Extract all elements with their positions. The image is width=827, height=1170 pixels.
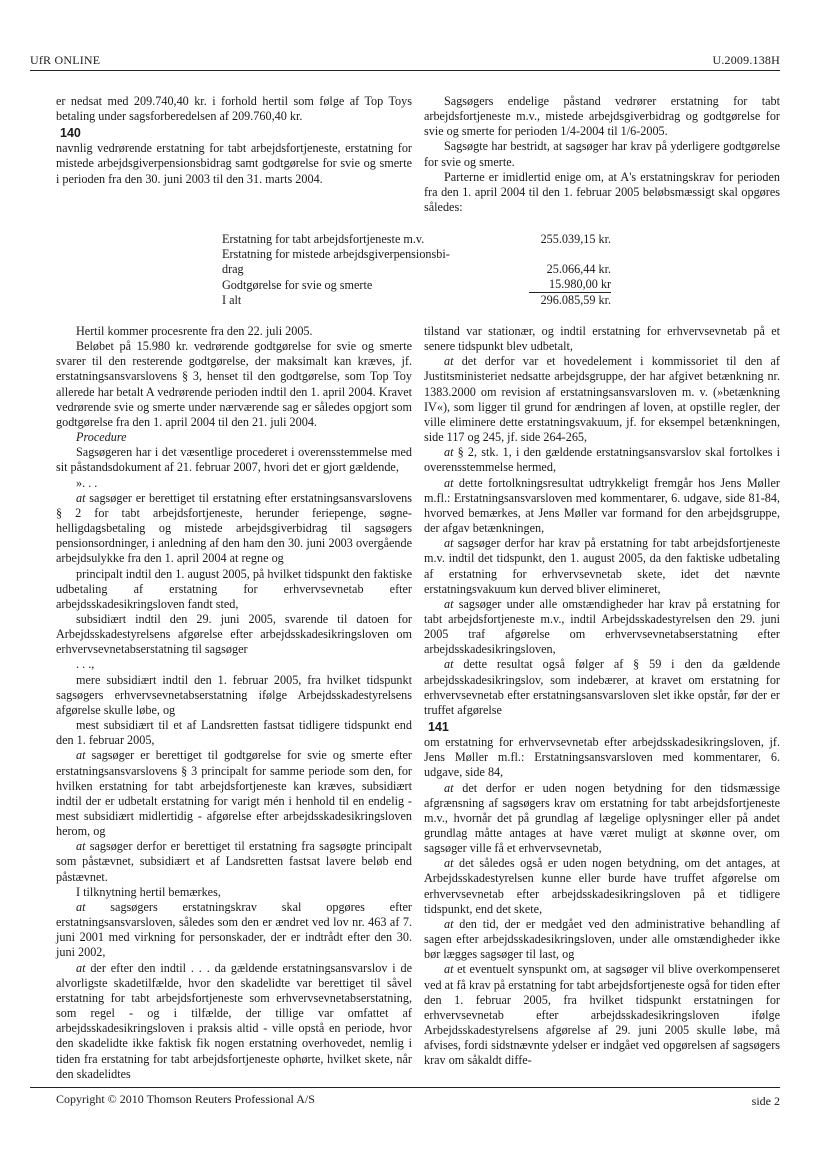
table-row: [222, 247, 614, 277]
paragraph-text: et eventuelt synspunkt om, at sagsøger vil blive overkompenseret ved at få krav på erstatning for tabt arbejdsfortjeneste også for tiden efter den 1. februar 2005, fra hvilket tidspunkt erstatningen for erhvervsevnetab efter arbejdsskadesikringsloven ifølge Arbejdsskadestyrelsens afgørelse af 29. juni 2005 skulle løbe, må afvises, fordi sidstnævnte ydelser er indgået ved opgørelsen af sagsøgers krav om såkaldt diffe-: [424, 962, 780, 1068]
paragraph: [424, 536, 780, 597]
paragraph: tilstand var stationær, og indtil erstatning for erhvervsevnetab på et senere tidspunkt blev udbetalt,: [424, 324, 780, 354]
at-word: at: [444, 856, 454, 871]
table-label-line: Erstatning for mistede arbejdsgiverpensionsbi-: [222, 247, 450, 262]
table-label-line: drag: [222, 262, 244, 277]
paragraph-text: sagsøger derfor har krav på erstatning for tabt arbejdsfortjeneste m.v. indtil det tidspunkt, den 1. august 2005, da den faktiske udbetaling af erstatning for erhvervsevnetab skete, idet det nævnte erstatningsvakuum kun derved bliver elimineret,: [424, 536, 780, 596]
paragraph: [424, 445, 780, 475]
paragraph: Sagsøgte har bestridt, at sagsøger har krav på yderligere godtgørelse for svie og smerte.: [424, 139, 780, 169]
table-amount: 296.085,59 kr.: [540, 292, 611, 307]
paragraph-text: der efter den indtil . . . da gældende erstatningsansvarslov i de alvorligste skadetilfælde, hvor den skadelidte var berettiget til såvel erstatning for tabt arbejdsfortjeneste som erhvervsevnetabserstatning, som regel - og i tilfælde, der tillige var omfattet af arbejdsskadesikringsloven i praksis altid - ville opstå en periode, hvor den skadelidte ikke faktisk fik nogen erstatning overhovedet, nemlig i tiden fra erstatning for tabt arbejdsfortjeneste ophørte, hvilket skete, når den skadelidtes: [56, 960, 412, 1081]
at-word: at: [444, 354, 454, 369]
section-heading: Procedure: [76, 430, 127, 445]
at-word: at: [444, 475, 454, 490]
paragraph: Sagsøgeren har i det væsentlige procederet i overensstemmelse med sit påstandsdokument af 21. februar 2007, hvori det er gjort gældende,: [56, 445, 412, 475]
paragraph: I tilknytning hertil bemærkes,: [76, 884, 221, 899]
paragraph: [56, 961, 412, 1082]
paragraph: mere subsidiært indtil den 1. februar 2005, fra hvilket tidspunkt sagsøgers erhvervsevnetabserstatning ifølge Arbejdsskadestyrelsens afgørelse skulle løbe, og: [56, 672, 412, 717]
page-number-marker: 141: [428, 720, 449, 735]
paragraph: Parterne er imidlertid enige om, at A's erstatningskrav for perioden fra den 1. april 2004 til den 1. februar 2005 beløbsmæssigt skal opgøres således:: [424, 169, 780, 215]
table-amount: 15.980,00 kr: [529, 277, 611, 293]
paragraph-text: sagsøger under alle omstændigheder har krav på erstatning for tabt arbejdsfortjeneste m.v., indtil Arbejdsskadestyrelsen den 29. juni 2005 traf afgørelse om erhvervsevnetabserstatning efter arbejdsskadesikringsloven,: [424, 596, 780, 657]
at-word: at: [444, 445, 454, 460]
paragraph-text: den tid, der er medgået ved den administrative behandling af sagen efter arbejdsskadesikringsloven, under alle omstændigheder ikke bør lægges sagsøger til last, og: [424, 916, 780, 962]
paragraph-text: dette fortolkningsresultat udtrykkeligt fremgår hos Jens Møller m.fl.: Erstatningsansvarsloven med kommentarer, 6. udgave, side 81-84, hvorved bemærkes, at Jens Møller var formand for den arbejdsgruppe, der afgav betænkningen,: [424, 475, 780, 536]
header-reference: U.2009.138H: [712, 53, 780, 67]
paragraph-text: sagsøgers erstatningskrav skal opgøres efter erstatningsansvarsloven, således som den er ændret ved lov nr. 463 af 7. juni 2001 med virkning for personskader, der er indtrådt efter den 30. juni 2002,: [56, 899, 412, 960]
page-number-marker: 140: [60, 126, 81, 141]
paragraph: ». . .: [76, 475, 98, 490]
at-word: at: [76, 490, 86, 505]
paragraph: [56, 839, 412, 884]
table-row: [222, 232, 614, 247]
at-word: at: [444, 962, 454, 977]
amount-table: [222, 232, 614, 308]
paragraph: [424, 354, 780, 445]
table-label: [222, 247, 467, 277]
page-header: [30, 54, 780, 71]
paragraph: . . .,: [76, 657, 95, 672]
paragraph: Beløbet på 15.980 kr. vedrørende godtgørelse for svie og smerte svarer til den resterende godtgørelse, der maksimalt kan kræves, jf. erstatningsansvarslovens § 3, henset til den godtgørelse, som Top Toy allerede har betalt A vedrørende perioden indtil den 1. april 2004. Kravet vedrørende svie og smerte under nærværende sag er således opgjort som godtgørelse fra den 1. april 2004 til den 21. juli 2004.: [56, 339, 412, 429]
paragraph: navnlig vedrørende erstatning for tabt arbejdsfortjeneste, erstatning for mistede arbejdsgiverpensionsbidrag samt godtgørelse for svie og smerte i perioden fra den 30. juni 2003 til den 31. marts 2004.: [56, 141, 412, 186]
at-word: at: [444, 916, 454, 931]
table-label: Godtgørelse for svie og smerte: [222, 277, 373, 292]
top-right-column: [424, 94, 780, 215]
at-word: at: [76, 899, 86, 914]
paragraph: [56, 491, 412, 567]
at-word: at: [444, 780, 454, 795]
page-number: side 2: [751, 1094, 780, 1108]
paragraph: Sagsøgers endelige påstand vedrører erstatning for tabt arbejdsfortjeneste m.v., mistede arbejdsgiverbidrag og godtgørelse for svie og smerte for perioden 1/4-2004 til 1/6-2005.: [424, 94, 780, 139]
at-word: at: [444, 536, 454, 551]
paragraph-text: sagsøger derfor er berettiget til erstatning fra sagsøgte principalt som påstævnet, subsidiært et af Landsretten fastsat lavere beløb end påstævnet.: [56, 839, 412, 884]
paragraph: principalt indtil den 1. august 2005, på hvilket tidspunkt den faktiske udbetaling af erstatning for erhvervsevnetab efter arbejdsskadesikringsloven fandt sted,: [56, 566, 412, 611]
at-word: at: [76, 839, 86, 854]
paragraph-text: sagsøger er berettiget til godtgørelse for svie og smerte efter erstatningsansvarslovens § 3 principalt for samme periode som den, for hvilken erstatning for tabt arbejdsfortjeneste kan kræves, subsidiært indtil der er udbetalt erstatning for varigt mén i henhold til en endelig - mest subsidiært midlertidig - afgørelse efter arbejdsskadesikringsloven herom, og: [56, 748, 412, 839]
right-column: [424, 324, 780, 1069]
table-total-row: [222, 293, 614, 308]
copyright-text: Copyright © 2010 Thomson Reuters Professional A/S: [56, 1092, 315, 1106]
left-column: [56, 324, 412, 1082]
at-word: at: [444, 657, 454, 672]
paragraph: [424, 597, 780, 658]
paragraph: [424, 657, 780, 718]
table-amount: 25.066,44 kr.: [546, 262, 611, 277]
paragraph-text: dette resultat også følger af § 59 i den da gældende arbejdsskadesikringslov, som indebærer, at kravet om erstatning for erhvervsevnetab efter erstatningsansvarsloven slet ikke opstår, før der er truffet afgørelse: [424, 657, 780, 717]
table-label: I alt: [222, 292, 242, 307]
paragraph-text: det derfor var et hovedelement i kommissoriet til den af Justitsministeriet nedsatte arbejdsgruppe, der har afgivet betænkning nr. 1383.2000 om revision af erstatningsansvarsloven m. v. (»betænkning IV«), som ligger til grund for ændringen af loven, at opstille regler, der ville eliminere dette erstatningsvakuum, jf. for eksempel betænkningen, side 117 og 245, jf. side 264-265,: [424, 354, 780, 445]
paragraph: [424, 781, 780, 857]
paragraph: om erstatning for erhvervsevnetab efter arbejdsskadesikringsloven, jf. Jens Møller m.fl.: Erstatningsansvarsloven med kommentarer, 6. udgave, side 84,: [424, 735, 780, 780]
page-footer: [30, 1087, 780, 1108]
paragraph: [424, 962, 780, 1068]
table-amount: 255.039,15 kr.: [540, 232, 611, 246]
at-word: at: [76, 748, 86, 763]
table-label: Erstatning for tabt arbejdsfortjeneste m.v.: [222, 232, 425, 246]
at-word: at: [444, 596, 454, 611]
table-row: [222, 278, 614, 293]
at-word: at: [76, 960, 86, 975]
top-left-column: [56, 94, 412, 187]
paragraph: mest subsidiært til et af Landsretten fastsat tidligere tidspunkt end den 1. februar 2005,: [56, 718, 412, 748]
paragraph-text: det således også er uden nogen betydning, om det antages, at Arbejdsskadestyrelsen kunne eller burde have truffet afgørelse om erhvervsevnetab efter arbejdsskadesikringsloven på et tidligere tidspunkt, end det skete,: [424, 856, 780, 916]
paragraph: [56, 748, 412, 839]
header-source: UfR ONLINE: [30, 53, 101, 67]
paragraph: Hertil kommer procesrente fra den 22. juli 2005.: [76, 324, 313, 338]
paragraph: [56, 900, 412, 961]
paragraph: [424, 917, 780, 962]
paragraph-text: § 2, stk. 1, i den gældende erstatningsansvarslov skal fortolkes i overensstemmelse hermed,: [424, 445, 780, 475]
paragraph: subsidiært indtil den 29. juni 2005, svarende til datoen for Arbejdsskadestyrelsens afgørelse efter arbejdsskadesikringsloven om erhvervsevnetabserstatning til sagsøger: [56, 611, 412, 657]
paragraph-text: sagsøger er berettiget til erstatning efter erstatningsansvarslovens § 2 for tabt arbejdsfortjeneste, herunder feriepenge, søgne- helligdagsbetaling og mistede arbejdsgiverbidrag til sagsøgers pensionsordninger, i anledning af den ham den 30. juni 2003 overgående arbejdsulykke fra den 1. april 2004 at regne og: [56, 490, 412, 566]
paragraph: er nedsat med 209.740,40 kr. i forhold hertil som følge af Top Toys betaling under sagsforberedelsen af 209.760,40 kr.: [56, 94, 412, 124]
paragraph-text: det derfor er uden nogen betydning for den tidsmæssige afgrænsning af sagsøgers krav om erstatning for tabt arbejdsfortjeneste m.v., hvornår det på grundlag af lægelige oplysninger eller på andet grundlag måtte antages at have været muligt at skønne over, om sagsøger ville få et erhvervsevnetab,: [424, 780, 780, 856]
paragraph: [424, 856, 780, 917]
paragraph: [424, 476, 780, 537]
